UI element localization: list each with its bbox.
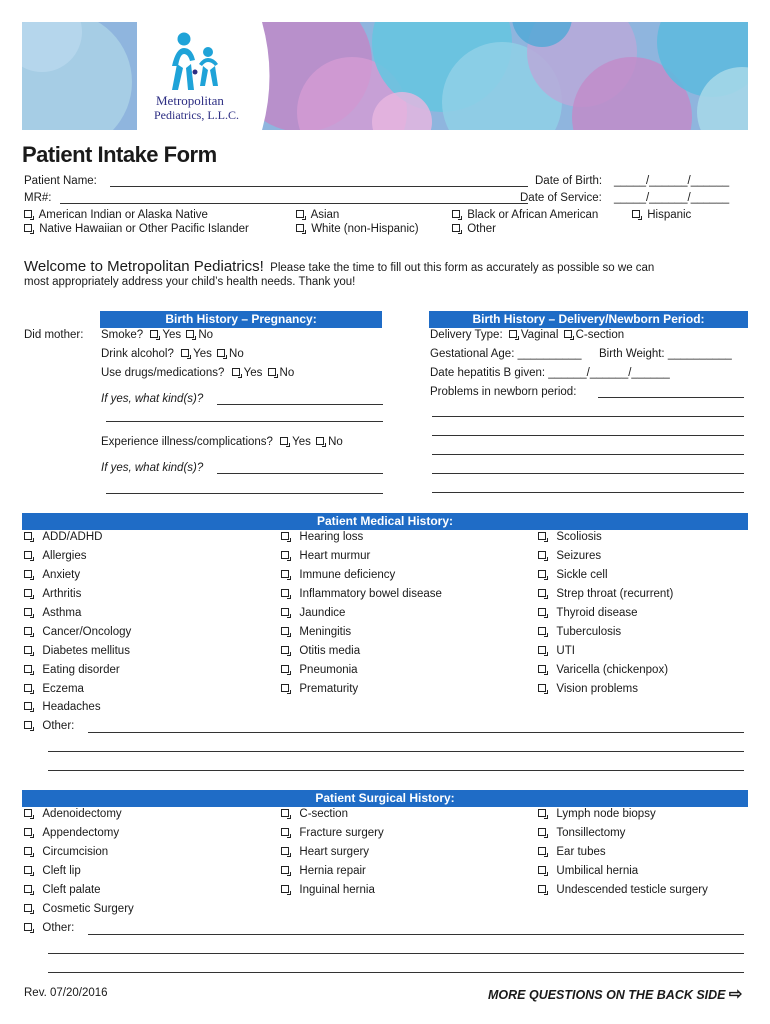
checkbox-icon[interactable] xyxy=(281,828,289,836)
checkbox-icon[interactable] xyxy=(24,665,32,673)
medical-item[interactable] xyxy=(538,626,621,638)
hep-b-question xyxy=(430,367,670,379)
no-label: No xyxy=(279,367,295,379)
problems-label: Problems in newborn period: xyxy=(430,386,577,398)
yes-label: Yes xyxy=(243,367,263,379)
smoke-question xyxy=(101,329,213,341)
medical-item-label: Vision problems xyxy=(556,683,638,695)
problems-field-2[interactable] xyxy=(432,416,744,417)
more-questions-text: MORE QUESTIONS ON THE BACK SIDE xyxy=(488,988,726,1002)
medical-item-label: Sickle cell xyxy=(556,569,608,581)
medical-item[interactable] xyxy=(24,645,130,657)
medical-item[interactable] xyxy=(24,626,131,638)
medical-item[interactable] xyxy=(281,588,442,600)
race-option-label: Black or African American xyxy=(467,209,599,221)
checkbox-icon[interactable] xyxy=(281,608,289,616)
checkbox-icon[interactable] xyxy=(281,551,289,559)
checkbox-icon[interactable] xyxy=(538,809,546,817)
race-option-label: Other xyxy=(467,223,496,235)
dos-field[interactable]: _____/______/______ xyxy=(614,192,730,204)
medical-item[interactable] xyxy=(24,607,81,619)
surgical-item-label: Cleft lip xyxy=(42,865,81,877)
smoke-label: Smoke? xyxy=(101,329,144,341)
race-option[interactable] xyxy=(24,223,249,235)
medical-item[interactable] xyxy=(24,701,101,713)
yes-label: Yes xyxy=(162,329,182,341)
surgical-history-header: Patient Surgical History: xyxy=(22,790,748,807)
checkbox-icon[interactable] xyxy=(217,349,225,357)
surgical-item[interactable] xyxy=(24,884,101,896)
medical-other-field-2[interactable] xyxy=(48,751,744,752)
problems-field-3[interactable] xyxy=(432,435,744,436)
checkbox-icon[interactable] xyxy=(24,224,32,232)
medical-item[interactable] xyxy=(538,683,638,695)
welcome-text xyxy=(24,258,654,275)
race-option-label: Hispanic xyxy=(647,209,692,221)
checkbox-icon[interactable] xyxy=(181,349,189,357)
medical-item-label: Inflammatory bowel disease xyxy=(299,588,442,600)
checkbox-icon[interactable] xyxy=(281,866,289,874)
medical-item[interactable] xyxy=(281,645,360,657)
medical-item-label: Otitis media xyxy=(299,645,361,657)
mr-label: MR#: xyxy=(24,192,52,204)
checkbox-icon[interactable] xyxy=(24,589,32,597)
checkbox-icon[interactable] xyxy=(24,702,32,710)
surgical-item[interactable] xyxy=(24,865,81,877)
checkbox-icon[interactable] xyxy=(538,532,546,540)
checkbox-icon[interactable] xyxy=(24,885,32,893)
medical-other-field[interactable] xyxy=(88,732,744,733)
medical-item[interactable] xyxy=(281,569,395,581)
surgical-item-label: Circumcision xyxy=(42,846,109,858)
medical-item-label: Asthma xyxy=(42,607,82,619)
medical-item[interactable] xyxy=(538,588,673,600)
drugs-question xyxy=(101,367,294,379)
medical-item-label: Thyroid disease xyxy=(556,607,638,619)
welcome-line2: most appropriately address your child’s health needs. Thank you! xyxy=(24,276,356,288)
medical-item-label: Diabetes mellitus xyxy=(42,645,130,657)
checkbox-icon[interactable] xyxy=(281,646,289,654)
yes-label: Yes xyxy=(193,348,212,360)
patient-name-label: Patient Name: xyxy=(24,175,97,187)
pregnancy-header: Birth History – Pregnancy: xyxy=(100,311,382,328)
dob-label: Date of Birth: xyxy=(535,175,603,187)
checkbox-icon[interactable] xyxy=(281,570,289,578)
surgical-other-field-2[interactable] xyxy=(48,953,744,954)
medical-item[interactable] xyxy=(538,645,575,657)
surgical-item[interactable] xyxy=(24,846,108,858)
medical-item-label: Scoliosis xyxy=(556,531,602,543)
checkbox-icon[interactable] xyxy=(24,684,32,692)
surgical-item-label: Fracture surgery xyxy=(299,827,384,839)
illness-kind-label: If yes, what kind(s)? xyxy=(101,462,204,474)
checkbox-icon[interactable] xyxy=(538,551,546,559)
checkbox-icon[interactable] xyxy=(281,684,289,692)
dos-label: Date of Service: xyxy=(520,192,602,204)
medical-item-label: Strep throat (recurrent) xyxy=(556,588,674,600)
medical-item-label: Varicella (chickenpox) xyxy=(556,664,669,676)
checkbox-icon[interactable] xyxy=(538,589,546,597)
medical-item-label: Headaches xyxy=(42,701,101,713)
patient-name-field[interactable] xyxy=(110,186,528,187)
medical-item[interactable] xyxy=(281,626,351,638)
medical-item-label: Hearing loss xyxy=(299,531,364,543)
surgical-item[interactable] xyxy=(24,808,122,820)
checkbox-icon[interactable] xyxy=(632,210,640,218)
checkbox-icon[interactable] xyxy=(564,330,572,338)
birth-weight[interactable]: Birth Weight: __________ xyxy=(599,348,732,360)
race-option-label: American Indian or Alaska Native xyxy=(38,209,208,221)
checkbox-icon[interactable] xyxy=(24,570,32,578)
header-banner xyxy=(22,22,748,130)
surgical-other[interactable] xyxy=(24,922,74,934)
medical-history-header: Patient Medical History: xyxy=(22,513,748,530)
problems-field-6[interactable] xyxy=(432,492,744,493)
family-logo-icon xyxy=(150,30,250,92)
more-questions-note xyxy=(488,984,742,1004)
drugs-kind-field-2[interactable] xyxy=(106,421,383,422)
medical-item-label: Seizures xyxy=(556,550,602,562)
medical-item[interactable] xyxy=(281,531,363,543)
medical-item-label: Immune deficiency xyxy=(299,569,396,581)
surgical-item-label: Hernia repair xyxy=(299,865,366,877)
arrow-right-icon: ⇨ xyxy=(728,986,743,1003)
race-option[interactable] xyxy=(452,223,496,235)
checkbox-icon[interactable] xyxy=(24,923,32,931)
delivery-header: Birth History – Delivery/Newborn Period: xyxy=(429,311,748,328)
race-option-label: Native Hawaiian or Other Pacific Islander xyxy=(39,223,249,235)
hep-b-field[interactable]: ______/______/______ xyxy=(548,367,670,379)
delivery-type-question xyxy=(430,329,624,341)
medical-item[interactable] xyxy=(24,664,120,676)
medical-item[interactable] xyxy=(538,607,638,619)
checkbox-icon[interactable] xyxy=(281,665,289,673)
vaginal-label: Vaginal xyxy=(520,329,559,341)
checkbox-icon[interactable] xyxy=(538,847,546,855)
checkbox-icon[interactable] xyxy=(24,551,32,559)
illness-kind-field[interactable] xyxy=(217,473,383,474)
medical-item[interactable] xyxy=(24,588,81,600)
csection-label: C-section xyxy=(575,329,625,341)
checkbox-icon[interactable] xyxy=(24,809,32,817)
medical-item-label: Arthritis xyxy=(42,588,82,600)
surgical-item[interactable] xyxy=(281,808,348,820)
surgical-item-label: Ear tubes xyxy=(556,846,606,858)
checkbox-icon[interactable] xyxy=(281,847,289,855)
surgical-item[interactable] xyxy=(538,865,638,877)
medical-item[interactable] xyxy=(538,550,601,562)
welcome-heading: Welcome to Metropolitan Pediatrics! xyxy=(24,258,264,275)
surgical-item[interactable] xyxy=(281,846,369,858)
surgical-other-field-3[interactable] xyxy=(48,972,744,973)
surgical-item[interactable] xyxy=(538,884,708,896)
checkbox-icon[interactable] xyxy=(296,210,304,218)
race-option[interactable] xyxy=(452,209,598,221)
surgical-item-label: Undescended testicle surgery xyxy=(556,884,708,896)
medical-item[interactable] xyxy=(24,531,102,543)
medical-item[interactable] xyxy=(24,569,80,581)
checkbox-icon[interactable] xyxy=(24,847,32,855)
race-option[interactable] xyxy=(632,209,691,221)
checkbox-icon[interactable] xyxy=(538,866,546,874)
checkbox-icon[interactable] xyxy=(281,627,289,635)
surgical-other-label: Other: xyxy=(42,922,75,934)
no-label: No xyxy=(328,436,343,448)
surgical-item[interactable] xyxy=(24,827,119,839)
checkbox-icon[interactable] xyxy=(281,589,289,597)
no-label: No xyxy=(229,348,244,360)
hep-b-label: Date hepatitis B given: xyxy=(430,367,546,379)
dob-field[interactable]: _____/______/______ xyxy=(614,175,730,187)
surgical-item-label: Lymph node biopsy xyxy=(556,808,656,820)
logo-name-line1: Metropolitan xyxy=(156,93,224,108)
gestational-age[interactable]: Gestational Age: __________ xyxy=(430,348,582,360)
medical-item[interactable] xyxy=(538,531,602,543)
medical-other-field-3[interactable] xyxy=(48,770,744,771)
checkbox-icon[interactable] xyxy=(538,684,546,692)
checkbox-icon[interactable] xyxy=(509,330,517,338)
illness-kind-field-2[interactable] xyxy=(106,493,383,494)
medical-item-label: Jaundice xyxy=(299,607,346,619)
checkbox-icon[interactable] xyxy=(24,721,32,729)
medical-item-label: UTI xyxy=(556,645,575,657)
problems-field-5[interactable] xyxy=(432,473,744,474)
medical-item[interactable] xyxy=(281,683,358,695)
surgical-item[interactable] xyxy=(24,903,134,915)
surgical-item[interactable] xyxy=(281,884,375,896)
checkbox-icon[interactable] xyxy=(452,224,460,232)
surgical-item-label: Heart surgery xyxy=(299,846,370,858)
illness-question xyxy=(101,436,343,448)
drugs-kind-label: If yes, what kind(s)? xyxy=(101,393,204,405)
checkbox-icon[interactable] xyxy=(281,809,289,817)
surgical-item[interactable] xyxy=(538,808,656,820)
surgical-item-label: Adenoidectomy xyxy=(42,808,122,820)
checkbox-icon[interactable] xyxy=(538,608,546,616)
medical-item[interactable] xyxy=(24,683,84,695)
checkbox-icon[interactable] xyxy=(538,627,546,635)
checkbox-icon[interactable] xyxy=(268,368,276,376)
surgical-other-field[interactable] xyxy=(88,934,744,935)
logo-name-line2: Pediatrics, L.L.C. xyxy=(154,108,239,122)
checkbox-icon[interactable] xyxy=(24,532,32,540)
race-option[interactable] xyxy=(296,209,339,221)
medical-item[interactable] xyxy=(281,607,345,619)
drink-question xyxy=(101,348,244,360)
surgical-item[interactable] xyxy=(281,827,384,839)
drugs-label: Use drugs/medications? xyxy=(101,367,225,379)
yes-label: Yes xyxy=(292,436,311,448)
drugs-kind-field[interactable] xyxy=(217,404,383,405)
checkbox-icon[interactable] xyxy=(24,627,32,635)
medical-item[interactable] xyxy=(281,550,370,562)
checkbox-icon[interactable] xyxy=(24,210,32,218)
checkbox-icon[interactable] xyxy=(538,885,546,893)
surgical-item-label: Inguinal hernia xyxy=(299,884,375,896)
checkbox-icon[interactable] xyxy=(24,608,32,616)
medical-item-label: Eating disorder xyxy=(42,664,120,676)
checkbox-icon[interactable] xyxy=(280,437,288,445)
surgical-item[interactable] xyxy=(538,827,625,839)
surgical-item-label: C-section xyxy=(299,808,348,820)
checkbox-icon[interactable] xyxy=(316,437,324,445)
medical-item-label: Cancer/Oncology xyxy=(42,626,132,638)
surgical-item-label: Appendectomy xyxy=(42,827,120,839)
race-option[interactable] xyxy=(24,209,208,221)
medical-item-label: Anxiety xyxy=(42,569,81,581)
checkbox-icon[interactable] xyxy=(232,368,240,376)
problems-field-4[interactable] xyxy=(432,454,744,455)
checkbox-icon[interactable] xyxy=(538,570,546,578)
checkbox-icon[interactable] xyxy=(24,904,32,912)
no-label: No xyxy=(198,329,214,341)
medical-item[interactable] xyxy=(24,550,87,562)
checkbox-icon[interactable] xyxy=(281,885,289,893)
medical-item-label: Heart murmur xyxy=(299,550,371,562)
checkbox-icon[interactable] xyxy=(281,532,289,540)
illness-label: Experience illness/complications? xyxy=(101,436,273,448)
delivery-type-label: Delivery Type: xyxy=(430,329,503,341)
revision-date: Rev. 07/20/2016 xyxy=(24,987,108,999)
checkbox-icon[interactable] xyxy=(24,866,32,874)
checkbox-icon[interactable] xyxy=(150,330,158,338)
surgical-item-label: Tonsillectomy xyxy=(556,827,626,839)
mr-field[interactable] xyxy=(60,203,528,204)
drink-label: Drink alcohol? xyxy=(101,348,174,360)
medical-item[interactable] xyxy=(281,664,358,676)
medical-item-label: ADD/ADHD xyxy=(42,531,103,543)
checkbox-icon[interactable] xyxy=(296,224,304,232)
medical-other[interactable] xyxy=(24,720,74,732)
checkbox-icon[interactable] xyxy=(538,665,546,673)
medical-item[interactable] xyxy=(538,664,668,676)
medical-item-label: Allergies xyxy=(42,550,87,562)
did-mother-label: Did mother: xyxy=(24,329,84,341)
medical-item-label: Tuberculosis xyxy=(556,626,622,638)
medical-item[interactable] xyxy=(538,569,608,581)
surgical-item-label: Cosmetic Surgery xyxy=(42,903,134,915)
race-option-label: Asian xyxy=(310,209,340,221)
checkbox-icon[interactable] xyxy=(538,828,546,836)
checkbox-icon[interactable] xyxy=(186,330,194,338)
checkbox-icon[interactable] xyxy=(24,828,32,836)
medical-item-label: Prematurity xyxy=(299,683,359,695)
welcome-line1: Please take the time to fill out this form as accurately as possible so we can xyxy=(270,262,655,274)
medical-item-label: Eczema xyxy=(42,683,84,695)
checkbox-icon[interactable] xyxy=(538,646,546,654)
banner-graphic xyxy=(22,22,748,130)
logo xyxy=(150,30,250,125)
surgical-item[interactable] xyxy=(538,846,606,858)
medical-item-label: Meningitis xyxy=(299,626,352,638)
checkbox-icon[interactable] xyxy=(24,646,32,654)
medical-other-label: Other: xyxy=(42,720,75,732)
problems-field[interactable] xyxy=(598,397,744,398)
surgical-item-label: Cleft palate xyxy=(42,884,101,896)
page-title: Patient Intake Form xyxy=(22,142,217,167)
checkbox-icon[interactable] xyxy=(452,210,460,218)
medical-item-label: Pneumonia xyxy=(299,664,358,676)
race-option-label: White (non-Hispanic) xyxy=(311,223,419,235)
surgical-item-label: Umbilical hernia xyxy=(556,865,639,877)
race-option[interactable] xyxy=(296,223,419,235)
surgical-item[interactable] xyxy=(281,865,366,877)
